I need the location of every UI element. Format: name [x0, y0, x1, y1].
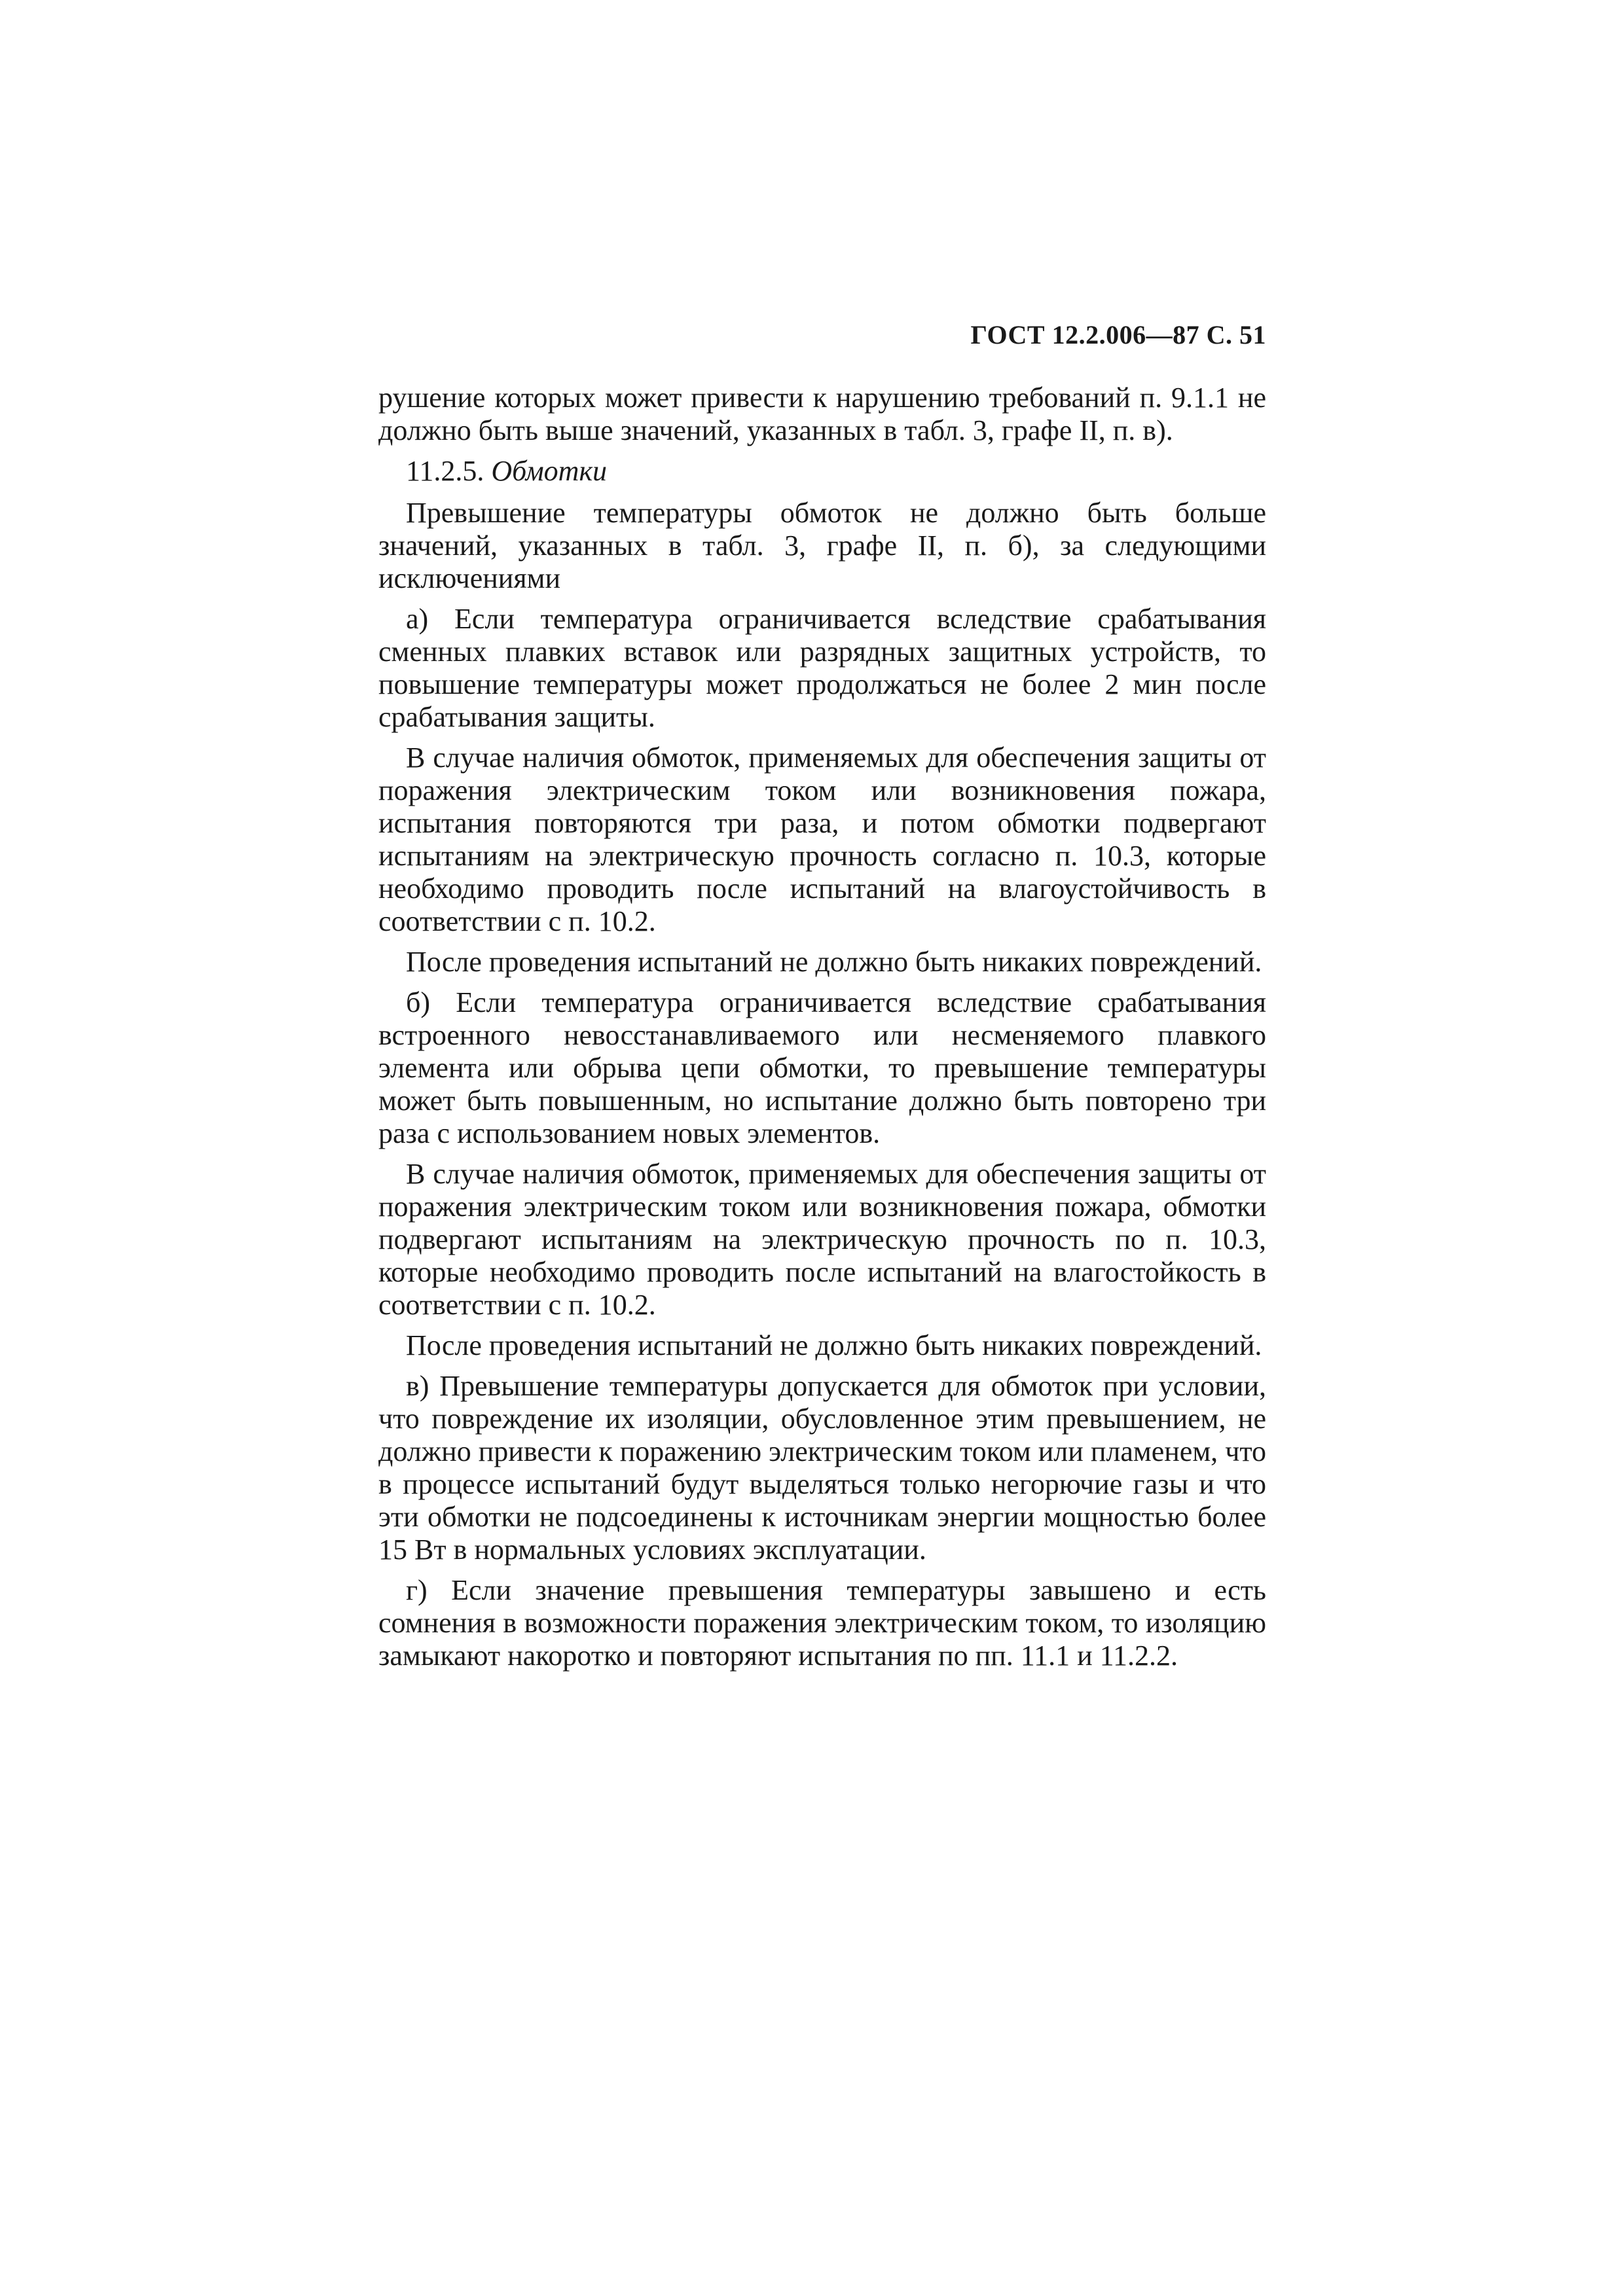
document-body [378, 382, 1266, 1680]
section-number: 11.2.5. [406, 455, 484, 487]
paragraph: б) Если температура ограничивается вследствие срабатывания встроенного невосстанавливаемого или несменяемого плавкого элемента или обрыва цепи обмотки, то превышение температуры может быть повышенным, но испытание должно быть повторено три раза с использованием новых элементов. [378, 986, 1266, 1149]
paragraph: г) Если значение превышения температуры завышено и есть сомнения в возможности поражения электрическим током, то изоляцию замыкают накоротко и повторяют испытания по пп. 11.1 и 11.2.2. [378, 1574, 1266, 1672]
section-heading [378, 455, 1266, 488]
section-title: Обмотки [491, 455, 608, 487]
paragraph: После проведения испытаний не должно быть никаких повреждений. [406, 1329, 1262, 1361]
continuation-paragraph: рушение которых может привести к нарушению требований п. 9.1.1 не должно быть выше значений, указанных в табл. 3, графе II, п. в). [378, 382, 1266, 446]
paragraph: а) Если температура ограничивается вследствие срабатывания сменных плавких вставок или разрядных защитных устройств, то повышение температуры может продолжаться не более 2 мин после срабатывания защиты. [378, 603, 1266, 733]
paragraph: в) Превышение температуры допускается для обмоток при условии, что повреждение их изоляции, обусловленное этим превышением, не должно привести к поражению электрическим током или пламенем, что в процессе испытаний будут выделяться только негорючие газы и что эти обмотки не подсоединены к источникам энергии мощностью более 15 Вт в нормальных условиях эксплуатации. [378, 1370, 1266, 1566]
paragraph: В случае наличия обмоток, применяемых для обеспечения защиты от поражения электрическим током или возникновения пожара, испытания повторяются три раза, и потом обмотки подвергают испытаниям на электрическую прочность согласно п. 10.3, которые необходимо проводить после испытаний на влагоустойчивость в соответствии с п. 10.2. [378, 742, 1266, 937]
paragraph: В случае наличия обмоток, применяемых для обеспечения защиты от поражения электрическим током или возникновения пожара, обмотки подвергают испытаниям на электрическую прочность по п. 10.3, которые необходимо проводить после испытаний на влагостойкость в соответствии с п. 10.2. [378, 1158, 1266, 1321]
paragraph: После проведения испытаний не должно быть никаких повреждений. [406, 946, 1262, 978]
paragraph: Превышение температуры обмоток не должно быть больше значений, указанных в табл. 3, графе II, п. б), за следующими исключениями [378, 497, 1266, 594]
page-header: ГОСТ 12.2.006—87 С. 51 [970, 320, 1266, 350]
